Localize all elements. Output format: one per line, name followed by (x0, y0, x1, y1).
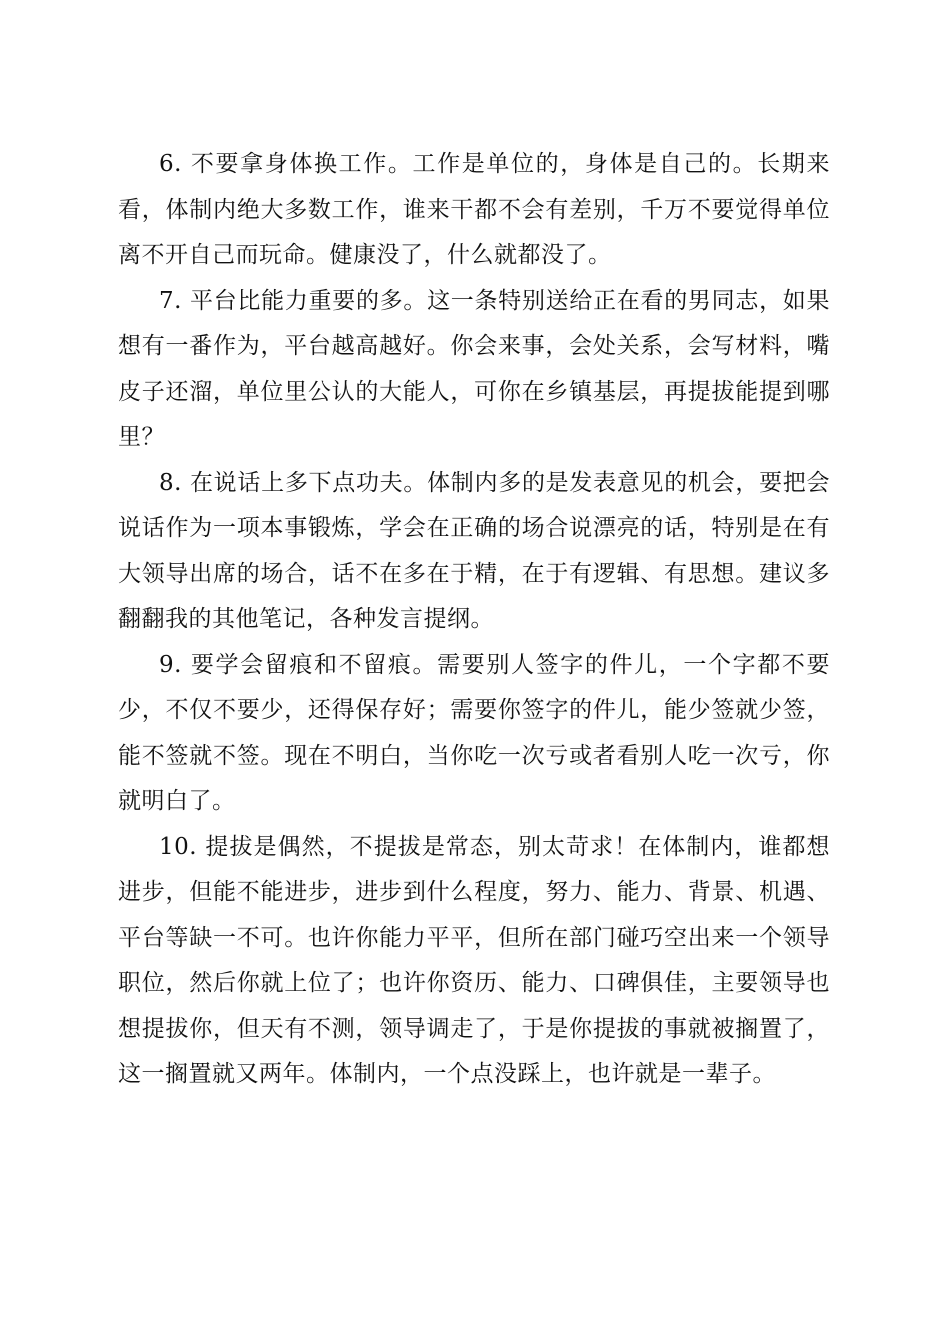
paragraph-item-7: 7. 平台比能力重要的多。这一条特别送给正在看的男同志，如果想有一番作为，平台越高越好。你会来事，会处关系，会写材料，嘴皮子还溜，单位里公认的大能人，可你在乡镇基层，再提拔能提到哪里？ (118, 287, 830, 450)
paragraph-item-10: 10. 提拔是偶然，不提拔是常态，别太苛求！在体制内，谁都想进步，但能不能进步，进步到什么程度，努力、能力、背景、机遇、平台等缺一不可。也许你能力平平，但所在部门碰巧空出来一个领导职位，然后你就上位了；也许你资历、能力、口碑俱佳，主要领导也想提拔你，但天有不测，领导调走了，于是你提拔的事就被搁置了，这一搁置就又两年。体制内，一个点没踩上，也许就是一辈子。 (118, 833, 830, 1087)
document-body (118, 142, 830, 1098)
paragraph-item-6: 6. 不要拿身体换工作。工作是单位的，身体是自己的。长期来看，体制内绝大多数工作，谁来干都不会有差别，千万不要觉得单位离不开自己而玩命。健康没了，什么就都没了。 (118, 151, 830, 268)
paragraph-item-9: 9. 要学会留痕和不留痕。需要别人签字的件儿，一个字都不要少，不仅不要少，还得保存好；需要你签字的件儿，能少签就少签，能不签就不签。现在不明白，当你吃一次亏或者看别人吃一次亏，你就明白了。 (118, 651, 830, 814)
paragraph-item-8: 8. 在说话上多下点功夫。体制内多的是发表意见的机会，要把会说话作为一项本事锻炼，学会在正确的场合说漂亮的话，特别是在有大领导出席的场合，话不在多在于精，在于有逻辑、有思想。建议多翻翻我的其他笔记，各种发言提纲。 (118, 469, 830, 632)
